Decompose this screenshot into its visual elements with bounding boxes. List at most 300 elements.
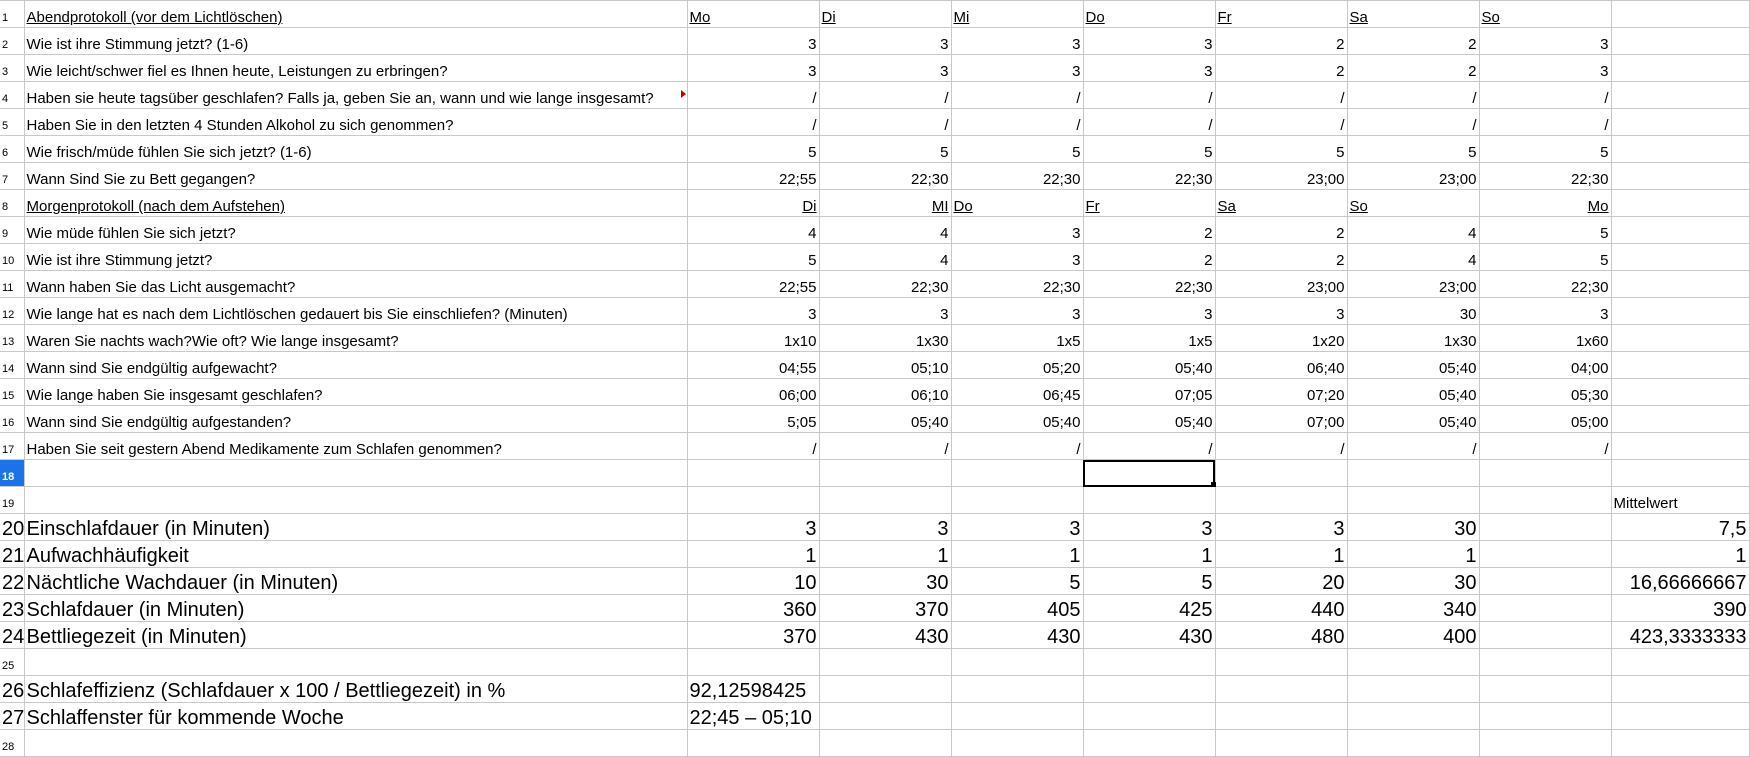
cell-F1[interactable]: Fr bbox=[1215, 1, 1347, 28]
cell-C26[interactable] bbox=[819, 676, 951, 703]
cell-H27[interactable] bbox=[1479, 703, 1611, 730]
text-overflow-arrow-icon bbox=[681, 90, 686, 98]
sheet-row-26 bbox=[0, 676, 1749, 703]
cell-A24[interactable]: Bettliegezeit (in Minuten) bbox=[24, 622, 687, 649]
cell-D24[interactable]: 430 bbox=[951, 622, 1083, 649]
cell-B11[interactable]: 22;55 bbox=[687, 271, 819, 298]
cell-F9[interactable]: 2 bbox=[1215, 217, 1347, 244]
cell-D21[interactable]: 1 bbox=[951, 541, 1083, 568]
cell-H21[interactable] bbox=[1479, 541, 1611, 568]
cell-B26[interactable]: 92,12598425 bbox=[687, 676, 819, 703]
row-header-3[interactable]: 3 bbox=[0, 55, 24, 82]
cell-E2[interactable]: 3 bbox=[1083, 28, 1215, 55]
row-header-1[interactable]: 1 bbox=[0, 1, 24, 28]
cell-F15[interactable]: 07;20 bbox=[1215, 379, 1347, 406]
row-header-8[interactable]: 8 bbox=[0, 190, 24, 217]
cell-F23[interactable]: 440 bbox=[1215, 595, 1347, 622]
cell-B10[interactable]: 5 bbox=[687, 244, 819, 271]
cell-E8[interactable]: Fr bbox=[1083, 190, 1215, 217]
cell-E20[interactable]: 3 bbox=[1083, 514, 1215, 541]
cell-F5[interactable]: / bbox=[1215, 109, 1347, 136]
sheet-row-18 bbox=[0, 460, 1749, 487]
cell-I9[interactable] bbox=[1611, 217, 1749, 244]
cell-B24[interactable]: 370 bbox=[687, 622, 819, 649]
cell-A14[interactable]: Wann sind Sie endgültig aufgewacht? bbox=[24, 352, 687, 379]
cell-C14[interactable]: 05;10 bbox=[819, 352, 951, 379]
cell-D19[interactable] bbox=[951, 487, 1083, 514]
cell-F13[interactable]: 1x20 bbox=[1215, 325, 1347, 352]
cell-A22[interactable]: Nächtliche Wachdauer (in Minuten) bbox=[24, 568, 687, 595]
row-header-12[interactable]: 12 bbox=[0, 298, 24, 325]
cell-F21[interactable]: 1 bbox=[1215, 541, 1347, 568]
cell-B7[interactable]: 22;55 bbox=[687, 163, 819, 190]
row-header-27[interactable]: 27 bbox=[0, 703, 24, 730]
sheet-row-20 bbox=[0, 514, 1749, 541]
cell-B23[interactable]: 360 bbox=[687, 595, 819, 622]
cell-E28[interactable] bbox=[1083, 730, 1215, 757]
row-header-21[interactable]: 21 bbox=[0, 541, 24, 568]
cell-E17[interactable]: / bbox=[1083, 433, 1215, 460]
cell-A11[interactable]: Wann haben Sie das Licht ausgemacht? bbox=[24, 271, 687, 298]
cell-G7[interactable]: 23;00 bbox=[1347, 163, 1479, 190]
cell-D15[interactable]: 06;45 bbox=[951, 379, 1083, 406]
cell-H1[interactable]: So bbox=[1479, 1, 1611, 28]
cell-D12[interactable]: 3 bbox=[951, 298, 1083, 325]
sheet-row-21 bbox=[0, 541, 1749, 568]
cell-B25[interactable] bbox=[687, 649, 819, 676]
cell-C3[interactable]: 3 bbox=[819, 55, 951, 82]
cell-G17[interactable]: / bbox=[1347, 433, 1479, 460]
cell-H4[interactable]: / bbox=[1479, 82, 1611, 109]
cell-I15[interactable] bbox=[1611, 379, 1749, 406]
cell-E13[interactable]: 1x5 bbox=[1083, 325, 1215, 352]
cell-B20[interactable]: 3 bbox=[687, 514, 819, 541]
cell-G16[interactable]: 05;40 bbox=[1347, 406, 1479, 433]
cell-G4[interactable]: / bbox=[1347, 82, 1479, 109]
cell-I10[interactable] bbox=[1611, 244, 1749, 271]
cell-G20[interactable]: 30 bbox=[1347, 514, 1479, 541]
cell-I17[interactable] bbox=[1611, 433, 1749, 460]
cell-D3[interactable]: 3 bbox=[951, 55, 1083, 82]
cell-C22[interactable]: 30 bbox=[819, 568, 951, 595]
row-header-15[interactable]: 15 bbox=[0, 379, 24, 406]
cell-I23[interactable]: 390 bbox=[1611, 595, 1749, 622]
cell-H23[interactable] bbox=[1479, 595, 1611, 622]
cell-H3[interactable]: 3 bbox=[1479, 55, 1611, 82]
cell-G11[interactable]: 23;00 bbox=[1347, 271, 1479, 298]
cell-E15[interactable]: 07;05 bbox=[1083, 379, 1215, 406]
cell-F22[interactable]: 20 bbox=[1215, 568, 1347, 595]
cell-E12[interactable]: 3 bbox=[1083, 298, 1215, 325]
cell-H25[interactable] bbox=[1479, 649, 1611, 676]
cell-I4[interactable] bbox=[1611, 82, 1749, 109]
cell-F16[interactable]: 07;00 bbox=[1215, 406, 1347, 433]
cell-I27[interactable] bbox=[1611, 703, 1749, 730]
cell-A1[interactable]: Abendprotokoll (vor dem Lichtlöschen) bbox=[24, 1, 687, 28]
cell-A25[interactable] bbox=[24, 649, 687, 676]
cell-H12[interactable]: 3 bbox=[1479, 298, 1611, 325]
cell-A7[interactable]: Wann Sind Sie zu Bett gegangen? bbox=[24, 163, 687, 190]
cell-A26[interactable]: Schlafeffizienz (Schlafdauer x 100 / Bettliegezeit) in % bbox=[24, 676, 687, 703]
cell-G22[interactable]: 30 bbox=[1347, 568, 1479, 595]
cell-H20[interactable] bbox=[1479, 514, 1611, 541]
cell-F3[interactable]: 2 bbox=[1215, 55, 1347, 82]
cell-A21[interactable]: Aufwachhäufigkeit bbox=[24, 541, 687, 568]
cell-C20[interactable]: 3 bbox=[819, 514, 951, 541]
cell-I26[interactable] bbox=[1611, 676, 1749, 703]
cell-B18[interactable] bbox=[687, 460, 819, 487]
cell-B14[interactable]: 04;55 bbox=[687, 352, 819, 379]
cell-G10[interactable]: 4 bbox=[1347, 244, 1479, 271]
cell-A2[interactable]: Wie ist ihre Stimmung jetzt? (1-6) bbox=[24, 28, 687, 55]
cell-H8[interactable]: Mo bbox=[1479, 190, 1611, 217]
row-header-18[interactable]: 18 bbox=[0, 460, 24, 487]
cell-H19[interactable] bbox=[1479, 487, 1611, 514]
cell-D27[interactable] bbox=[951, 703, 1083, 730]
row-header-10[interactable]: 10 bbox=[0, 244, 24, 271]
cell-I7[interactable] bbox=[1611, 163, 1749, 190]
cell-I18[interactable] bbox=[1611, 460, 1749, 487]
cell-I12[interactable] bbox=[1611, 298, 1749, 325]
cell-H18[interactable] bbox=[1479, 460, 1611, 487]
cell-F19[interactable] bbox=[1215, 487, 1347, 514]
cell-I25[interactable] bbox=[1611, 649, 1749, 676]
cell-E3[interactable]: 3 bbox=[1083, 55, 1215, 82]
cell-C1[interactable]: Di bbox=[819, 1, 951, 28]
cell-G1[interactable]: Sa bbox=[1347, 1, 1479, 28]
sheet-row-24 bbox=[0, 622, 1749, 649]
cell-D10[interactable]: 3 bbox=[951, 244, 1083, 271]
sheet-row-19 bbox=[0, 487, 1749, 514]
cell-E10[interactable]: 2 bbox=[1083, 244, 1215, 271]
cell-E6[interactable]: 5 bbox=[1083, 136, 1215, 163]
cell-D1[interactable]: Mi bbox=[951, 1, 1083, 28]
cell-H22[interactable] bbox=[1479, 568, 1611, 595]
cell-I2[interactable] bbox=[1611, 28, 1749, 55]
cell-D2[interactable]: 3 bbox=[951, 28, 1083, 55]
cell-F8[interactable]: Sa bbox=[1215, 190, 1347, 217]
cell-F18[interactable] bbox=[1215, 460, 1347, 487]
row-header-17[interactable]: 17 bbox=[0, 433, 24, 460]
cell-C21[interactable]: 1 bbox=[819, 541, 951, 568]
cell-F20[interactable]: 3 bbox=[1215, 514, 1347, 541]
cell-A16[interactable]: Wann sind Sie endgültig aufgestanden? bbox=[24, 406, 687, 433]
row-header-16[interactable]: 16 bbox=[0, 406, 24, 433]
cell-C17[interactable]: / bbox=[819, 433, 951, 460]
cell-C25[interactable] bbox=[819, 649, 951, 676]
row-header-11[interactable]: 11 bbox=[0, 271, 24, 298]
cell-D16[interactable]: 05;40 bbox=[951, 406, 1083, 433]
cell-A6[interactable]: Wie frisch/müde fühlen Sie sich jetzt? (1-6) bbox=[24, 136, 687, 163]
cell-E19[interactable] bbox=[1083, 487, 1215, 514]
cell-D7[interactable]: 22;30 bbox=[951, 163, 1083, 190]
active-cell-cursor[interactable] bbox=[1083, 460, 1215, 487]
cell-H14[interactable]: 04;00 bbox=[1479, 352, 1611, 379]
cell-F24[interactable]: 480 bbox=[1215, 622, 1347, 649]
cell-G21[interactable]: 1 bbox=[1347, 541, 1479, 568]
cell-E9[interactable]: 2 bbox=[1083, 217, 1215, 244]
cell-C12[interactable]: 3 bbox=[819, 298, 951, 325]
cell-B16[interactable]: 5;05 bbox=[687, 406, 819, 433]
row-header-2[interactable]: 2 bbox=[0, 28, 24, 55]
cell-B13[interactable]: 1x10 bbox=[687, 325, 819, 352]
cell-H9[interactable]: 5 bbox=[1479, 217, 1611, 244]
row-header-6[interactable]: 6 bbox=[0, 136, 24, 163]
cell-D8[interactable]: Do bbox=[951, 190, 1083, 217]
cell-A18[interactable] bbox=[24, 460, 687, 487]
cell-C6[interactable]: 5 bbox=[819, 136, 951, 163]
cell-E25[interactable] bbox=[1083, 649, 1215, 676]
cell-E23[interactable]: 425 bbox=[1083, 595, 1215, 622]
row-header-9[interactable]: 9 bbox=[0, 217, 24, 244]
cell-B4[interactable]: / bbox=[687, 82, 819, 109]
cell-I13[interactable] bbox=[1611, 325, 1749, 352]
cell-A27[interactable]: Schlaffenster für kommende Woche bbox=[24, 703, 687, 730]
cell-A28[interactable] bbox=[24, 730, 687, 757]
cell-I11[interactable] bbox=[1611, 271, 1749, 298]
cell-D11[interactable]: 22;30 bbox=[951, 271, 1083, 298]
cell-F27[interactable] bbox=[1215, 703, 1347, 730]
cell-H2[interactable]: 3 bbox=[1479, 28, 1611, 55]
cell-B6[interactable]: 5 bbox=[687, 136, 819, 163]
cell-D26[interactable] bbox=[951, 676, 1083, 703]
cell-G13[interactable]: 1x30 bbox=[1347, 325, 1479, 352]
row-header-5[interactable]: 5 bbox=[0, 109, 24, 136]
cell-D28[interactable] bbox=[951, 730, 1083, 757]
sheet-row-5 bbox=[0, 109, 1749, 136]
cell-G24[interactable]: 400 bbox=[1347, 622, 1479, 649]
sheet-row-1 bbox=[0, 1, 1749, 28]
cell-I6[interactable] bbox=[1611, 136, 1749, 163]
cell-F2[interactable]: 2 bbox=[1215, 28, 1347, 55]
cell-I14[interactable] bbox=[1611, 352, 1749, 379]
cell-D6[interactable]: 5 bbox=[951, 136, 1083, 163]
cell-A13[interactable]: Waren Sie nachts wach?Wie oft? Wie lange insgesamt? bbox=[24, 325, 687, 352]
row-header-14[interactable]: 14 bbox=[0, 352, 24, 379]
cell-F4[interactable]: / bbox=[1215, 82, 1347, 109]
cell-E16[interactable]: 05;40 bbox=[1083, 406, 1215, 433]
sheet-row-25 bbox=[0, 649, 1749, 676]
cell-G19[interactable] bbox=[1347, 487, 1479, 514]
cell-A4[interactable]: Haben sie heute tagsüber geschlafen? Falls ja, geben Sie an, wann und wie lange insgesamt? bbox=[24, 82, 687, 109]
cell-H17[interactable]: / bbox=[1479, 433, 1611, 460]
cell-B17[interactable]: / bbox=[687, 433, 819, 460]
cell-G27[interactable] bbox=[1347, 703, 1479, 730]
cell-D13[interactable]: 1x5 bbox=[951, 325, 1083, 352]
fill-handle[interactable] bbox=[1211, 482, 1216, 487]
cell-C13[interactable]: 1x30 bbox=[819, 325, 951, 352]
cell-C10[interactable]: 4 bbox=[819, 244, 951, 271]
cell-G9[interactable]: 4 bbox=[1347, 217, 1479, 244]
cell-D5[interactable]: / bbox=[951, 109, 1083, 136]
cell-D17[interactable]: / bbox=[951, 433, 1083, 460]
cell-E26[interactable] bbox=[1083, 676, 1215, 703]
cell-C27[interactable] bbox=[819, 703, 951, 730]
cell-H7[interactable]: 22;30 bbox=[1479, 163, 1611, 190]
cell-I28[interactable] bbox=[1611, 730, 1749, 757]
cell-G23[interactable]: 340 bbox=[1347, 595, 1479, 622]
cell-E1[interactable]: Do bbox=[1083, 1, 1215, 28]
cell-E21[interactable]: 1 bbox=[1083, 541, 1215, 568]
cell-B19[interactable] bbox=[687, 487, 819, 514]
cell-F11[interactable]: 23;00 bbox=[1215, 271, 1347, 298]
row-header-25[interactable]: 25 bbox=[0, 649, 24, 676]
cell-G12[interactable]: 30 bbox=[1347, 298, 1479, 325]
cell-A8[interactable]: Morgenprotokoll (nach dem Aufstehen) bbox=[24, 190, 687, 217]
cell-C23[interactable]: 370 bbox=[819, 595, 951, 622]
cell-G14[interactable]: 05;40 bbox=[1347, 352, 1479, 379]
cell-I1[interactable] bbox=[1611, 1, 1749, 28]
cell-H10[interactable]: 5 bbox=[1479, 244, 1611, 271]
cell-D4[interactable]: / bbox=[951, 82, 1083, 109]
cell-E7[interactable]: 22;30 bbox=[1083, 163, 1215, 190]
sheet-row-14 bbox=[0, 352, 1749, 379]
cell-B27[interactable]: 22;45 – 05;10 bbox=[687, 703, 819, 730]
cell-H5[interactable]: / bbox=[1479, 109, 1611, 136]
row-header-19[interactable]: 19 bbox=[0, 487, 24, 514]
cell-B21[interactable]: 1 bbox=[687, 541, 819, 568]
sheet-row-6 bbox=[0, 136, 1749, 163]
cell-I8[interactable] bbox=[1611, 190, 1749, 217]
sheet-row-15 bbox=[0, 379, 1749, 406]
cell-C2[interactable]: 3 bbox=[819, 28, 951, 55]
cell-F10[interactable]: 2 bbox=[1215, 244, 1347, 271]
cell-B12[interactable]: 3 bbox=[687, 298, 819, 325]
cell-C15[interactable]: 06;10 bbox=[819, 379, 951, 406]
cell-D22[interactable]: 5 bbox=[951, 568, 1083, 595]
row-header-26[interactable]: 26 bbox=[0, 676, 24, 703]
cell-C7[interactable]: 22;30 bbox=[819, 163, 951, 190]
sheet-row-23 bbox=[0, 595, 1749, 622]
cell-B5[interactable]: / bbox=[687, 109, 819, 136]
row-header-22[interactable]: 22 bbox=[0, 568, 24, 595]
cell-B3[interactable]: 3 bbox=[687, 55, 819, 82]
cell-I3[interactable] bbox=[1611, 55, 1749, 82]
cell-C16[interactable]: 05;40 bbox=[819, 406, 951, 433]
cell-A12[interactable]: Wie lange hat es nach dem Lichtlöschen gedauert bis Sie einschliefen? (Minuten) bbox=[24, 298, 687, 325]
cell-F17[interactable]: / bbox=[1215, 433, 1347, 460]
cell-F7[interactable]: 23;00 bbox=[1215, 163, 1347, 190]
cell-G25[interactable] bbox=[1347, 649, 1479, 676]
cell-C8[interactable]: MI bbox=[819, 190, 951, 217]
cell-H24[interactable] bbox=[1479, 622, 1611, 649]
cell-A5[interactable]: Haben Sie in den letzten 4 Stunden Alkohol zu sich genommen? bbox=[24, 109, 687, 136]
cell-A19[interactable] bbox=[24, 487, 687, 514]
cell-A17[interactable]: Haben Sie seit gestern Abend Medikamente zum Schlafen genommen? bbox=[24, 433, 687, 460]
cell-I20[interactable]: 7,5 bbox=[1611, 514, 1749, 541]
cell-I22[interactable]: 16,66666667 bbox=[1611, 568, 1749, 595]
cell-A20[interactable]: Einschlafdauer (in Minuten) bbox=[24, 514, 687, 541]
cell-F14[interactable]: 06;40 bbox=[1215, 352, 1347, 379]
cell-C5[interactable]: / bbox=[819, 109, 951, 136]
sheet-row-3 bbox=[0, 55, 1749, 82]
row-header-28[interactable]: 28 bbox=[0, 730, 24, 757]
cell-B8[interactable]: Di bbox=[687, 190, 819, 217]
cell-A15[interactable]: Wie lange haben Sie insgesamt geschlafen? bbox=[24, 379, 687, 406]
cell-I5[interactable] bbox=[1611, 109, 1749, 136]
cell-H6[interactable]: 5 bbox=[1479, 136, 1611, 163]
cell-H16[interactable]: 05;00 bbox=[1479, 406, 1611, 433]
sheet-row-17 bbox=[0, 433, 1749, 460]
cell-D9[interactable]: 3 bbox=[951, 217, 1083, 244]
cell-D25[interactable] bbox=[951, 649, 1083, 676]
cell-F6[interactable]: 5 bbox=[1215, 136, 1347, 163]
cell-I19[interactable]: Mittelwert bbox=[1611, 487, 1749, 514]
cell-G3[interactable]: 2 bbox=[1347, 55, 1479, 82]
cell-G26[interactable] bbox=[1347, 676, 1479, 703]
cell-G8[interactable]: So bbox=[1347, 190, 1479, 217]
cell-C24[interactable]: 430 bbox=[819, 622, 951, 649]
sheet-row-8 bbox=[0, 190, 1749, 217]
cell-H28[interactable] bbox=[1479, 730, 1611, 757]
row-header-4[interactable]: 4 bbox=[0, 82, 24, 109]
cell-G28[interactable] bbox=[1347, 730, 1479, 757]
cell-B15[interactable]: 06;00 bbox=[687, 379, 819, 406]
cell-D14[interactable]: 05;20 bbox=[951, 352, 1083, 379]
cell-G5[interactable]: / bbox=[1347, 109, 1479, 136]
cell-I21[interactable]: 1 bbox=[1611, 541, 1749, 568]
cell-B2[interactable]: 3 bbox=[687, 28, 819, 55]
row-header-13[interactable]: 13 bbox=[0, 325, 24, 352]
cell-B1[interactable]: Mo bbox=[687, 1, 819, 28]
cell-F26[interactable] bbox=[1215, 676, 1347, 703]
cell-D20[interactable]: 3 bbox=[951, 514, 1083, 541]
cell-C4[interactable]: / bbox=[819, 82, 951, 109]
cell-G18[interactable] bbox=[1347, 460, 1479, 487]
cell-B9[interactable]: 4 bbox=[687, 217, 819, 244]
cell-C9[interactable]: 4 bbox=[819, 217, 951, 244]
cell-A23[interactable]: Schlafdauer (in Minuten) bbox=[24, 595, 687, 622]
cell-E4[interactable]: / bbox=[1083, 82, 1215, 109]
row-header-20[interactable]: 20 bbox=[0, 514, 24, 541]
cell-D23[interactable]: 405 bbox=[951, 595, 1083, 622]
cell-E24[interactable]: 430 bbox=[1083, 622, 1215, 649]
cell-A10[interactable]: Wie ist ihre Stimmung jetzt? bbox=[24, 244, 687, 271]
cell-G15[interactable]: 05;40 bbox=[1347, 379, 1479, 406]
cell-B22[interactable]: 10 bbox=[687, 568, 819, 595]
sheet-row-28 bbox=[0, 730, 1749, 757]
cell-C18[interactable] bbox=[819, 460, 951, 487]
cell-F25[interactable] bbox=[1215, 649, 1347, 676]
cell-G2[interactable]: 2 bbox=[1347, 28, 1479, 55]
cell-A9[interactable]: Wie müde fühlen Sie sich jetzt? bbox=[24, 217, 687, 244]
cell-I24[interactable]: 423,3333333 bbox=[1611, 622, 1749, 649]
cell-C11[interactable]: 22;30 bbox=[819, 271, 951, 298]
cell-E27[interactable] bbox=[1083, 703, 1215, 730]
cell-C19[interactable] bbox=[819, 487, 951, 514]
cell-G6[interactable]: 5 bbox=[1347, 136, 1479, 163]
cell-E5[interactable]: / bbox=[1083, 109, 1215, 136]
cell-F12[interactable]: 3 bbox=[1215, 298, 1347, 325]
cell-E22[interactable]: 5 bbox=[1083, 568, 1215, 595]
cell-E14[interactable]: 05;40 bbox=[1083, 352, 1215, 379]
cell-I16[interactable] bbox=[1611, 406, 1749, 433]
cell-H13[interactable]: 1x60 bbox=[1479, 325, 1611, 352]
row-header-23[interactable]: 23 bbox=[0, 595, 24, 622]
cell-H26[interactable] bbox=[1479, 676, 1611, 703]
row-header-24[interactable]: 24 bbox=[0, 622, 24, 649]
cell-C28[interactable] bbox=[819, 730, 951, 757]
cell-A3[interactable]: Wie leicht/schwer fiel es Ihnen heute, Leistungen zu erbringen? bbox=[24, 55, 687, 82]
cell-B28[interactable] bbox=[687, 730, 819, 757]
cell-H15[interactable]: 05;30 bbox=[1479, 379, 1611, 406]
cell-H11[interactable]: 22;30 bbox=[1479, 271, 1611, 298]
cell-F28[interactable] bbox=[1215, 730, 1347, 757]
sheet-row-22 bbox=[0, 568, 1749, 595]
cell-D18[interactable] bbox=[951, 460, 1083, 487]
cell-E11[interactable]: 22;30 bbox=[1083, 271, 1215, 298]
row-header-7[interactable]: 7 bbox=[0, 163, 24, 190]
